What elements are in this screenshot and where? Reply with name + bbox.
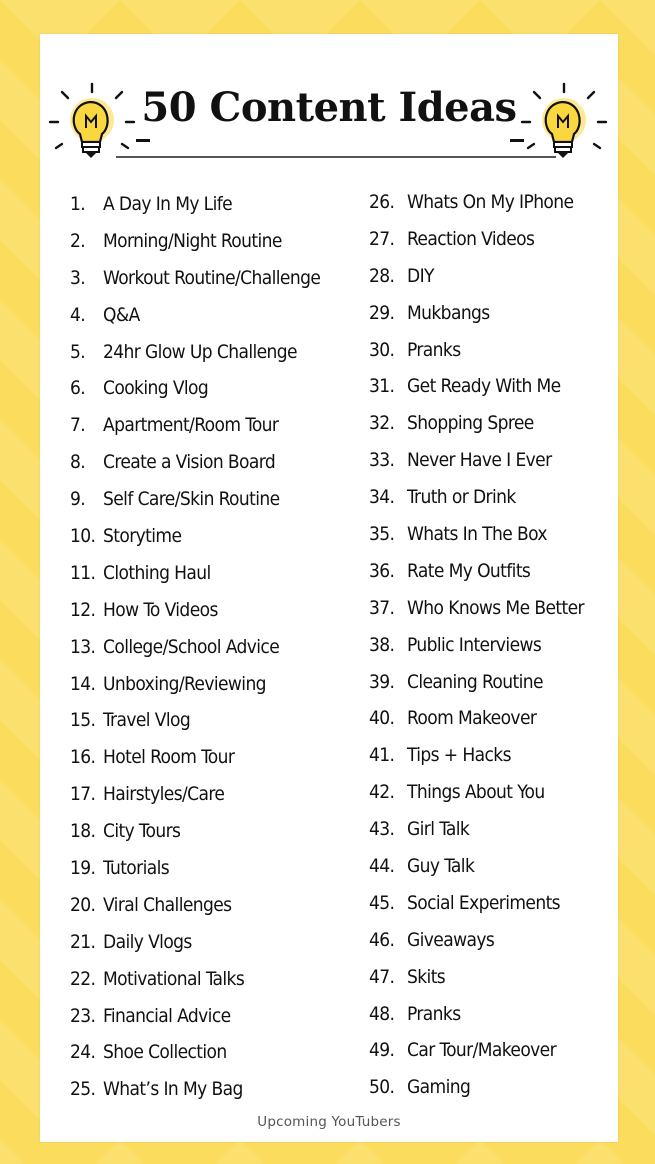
item-number: 6. <box>70 377 86 400</box>
item-number: 5. <box>70 340 86 363</box>
item-text: Social Experiments <box>407 891 560 914</box>
content-card <box>40 34 618 1142</box>
list-item <box>70 1071 320 1108</box>
list-item <box>70 555 320 592</box>
item-number: 14. <box>70 672 96 695</box>
item-number: 43. <box>369 818 395 841</box>
item-number: 26. <box>369 191 395 213</box>
title-dash-left <box>136 139 150 142</box>
list-item <box>70 444 320 481</box>
item-number: 40. <box>369 707 395 730</box>
list-item <box>70 592 320 629</box>
list-item <box>70 334 320 371</box>
list-item <box>70 370 320 407</box>
list-item <box>369 774 584 811</box>
item-number: 49. <box>369 1039 395 1062</box>
item-text: Reaction Videos <box>407 227 535 250</box>
item-text: Things About You <box>407 781 545 804</box>
list-item <box>369 258 584 295</box>
item-text: Clothing Haul <box>103 561 211 584</box>
item-text: Rate My Outfits <box>407 559 531 582</box>
list-item <box>70 924 320 961</box>
item-text: Apartment/Room Tour <box>103 414 279 437</box>
item-text: Morning/Night Routine <box>103 229 282 252</box>
item-number: 2. <box>70 229 86 252</box>
item-number: 8. <box>70 451 86 474</box>
list-item <box>369 664 584 701</box>
ideas-list-left <box>70 186 320 1108</box>
list-item <box>369 959 584 996</box>
item-text: Financial Advice <box>103 1004 231 1027</box>
item-text: Shopping Spree <box>407 412 534 435</box>
list-item <box>70 998 320 1035</box>
item-number: 18. <box>70 820 96 843</box>
item-number: 50. <box>369 1076 395 1099</box>
item-number: 35. <box>369 523 395 546</box>
list-item <box>369 1069 584 1106</box>
item-number: 27. <box>369 227 395 250</box>
list-item <box>70 223 320 260</box>
item-number: 32. <box>369 412 395 435</box>
item-number: 4. <box>70 303 86 326</box>
item-number: 11. <box>70 561 96 584</box>
list-item <box>369 996 584 1033</box>
item-text: Get Ready With Me <box>407 375 561 398</box>
item-number: 9. <box>70 488 86 511</box>
item-text: Whats In The Box <box>407 523 547 546</box>
list-item <box>369 479 584 516</box>
list-item <box>369 295 584 332</box>
item-number: 19. <box>70 857 96 880</box>
list-item <box>70 776 320 813</box>
item-text: Cleaning Routine <box>407 670 543 693</box>
list-item <box>369 1032 584 1069</box>
item-text: Tutorials <box>103 857 170 880</box>
item-text: Hotel Room Tour <box>103 746 235 769</box>
item-text: Workout Routine/Challenge <box>103 266 321 289</box>
item-number: 31. <box>369 375 395 398</box>
item-text: Viral Challenges <box>103 893 232 916</box>
list-item <box>70 739 320 776</box>
item-number: 10. <box>70 525 96 548</box>
list-item <box>369 848 584 885</box>
list-item <box>369 516 584 553</box>
item-text: Who Knows Me Better <box>407 596 584 619</box>
item-number: 24. <box>70 1041 96 1064</box>
item-text: Never Have I Ever <box>407 449 552 472</box>
list-item <box>70 518 320 555</box>
item-text: Cooking Vlog <box>103 377 209 400</box>
list-item <box>70 887 320 924</box>
item-number: 20. <box>70 893 96 916</box>
item-number: 34. <box>369 486 395 509</box>
item-number: 39. <box>369 670 395 693</box>
item-text: Giveaways <box>407 928 495 951</box>
list-item <box>70 1034 320 1071</box>
item-text: Pranks <box>407 338 461 361</box>
item-number: 3. <box>70 266 86 289</box>
list-item <box>70 481 320 518</box>
item-number: 45. <box>369 891 395 914</box>
item-text: Travel Vlog <box>103 709 191 732</box>
item-text: Car Tour/Makeover <box>407 1039 557 1062</box>
item-number: 41. <box>369 744 395 767</box>
list-item <box>70 260 320 297</box>
item-number: 30. <box>369 338 395 361</box>
item-text: Girl Talk <box>407 818 470 841</box>
item-text: Whats On My IPhone <box>407 191 574 213</box>
list-item <box>70 186 320 223</box>
list-item <box>70 666 320 703</box>
item-number: 17. <box>70 783 96 806</box>
item-text: 24hr Glow Up Challenge <box>103 340 297 363</box>
list-item <box>70 629 320 666</box>
item-text: City Tours <box>103 820 181 843</box>
item-number: 13. <box>70 635 96 658</box>
item-text: Daily Vlogs <box>103 930 192 953</box>
item-number: 22. <box>70 967 96 990</box>
item-number: 44. <box>369 855 395 878</box>
item-text: Truth or Drink <box>407 486 516 509</box>
item-text: Mukbangs <box>407 301 490 324</box>
title-divider <box>116 156 556 158</box>
item-text: Tips + Hacks <box>407 744 511 767</box>
page-title: 50 Content Ideas <box>141 84 517 131</box>
list-item <box>369 922 584 959</box>
list-item <box>369 221 584 258</box>
item-text: What’s In My Bag <box>103 1078 243 1101</box>
item-text: Motivational Talks <box>103 967 245 990</box>
item-text: College/School Advice <box>103 635 280 658</box>
item-text: A Day In My Life <box>103 193 233 215</box>
list-item <box>369 885 584 922</box>
list-item <box>70 702 320 739</box>
item-number: 25. <box>70 1078 96 1101</box>
item-text: Hairstyles/Care <box>103 783 225 806</box>
ideas-list-right <box>369 184 584 1106</box>
header <box>40 76 618 148</box>
item-number: 47. <box>369 965 395 988</box>
list-item <box>369 590 584 627</box>
item-text: Self Care/Skin Routine <box>103 488 280 511</box>
item-text: Pranks <box>407 1002 461 1025</box>
list-item <box>369 332 584 369</box>
list-item <box>369 368 584 405</box>
item-number: 48. <box>369 1002 395 1025</box>
list-item <box>369 553 584 590</box>
item-text: How To Videos <box>103 598 218 621</box>
list-item <box>70 297 320 334</box>
item-number: 12. <box>70 598 96 621</box>
list-item <box>70 850 320 887</box>
list-item <box>369 737 584 774</box>
item-number: 37. <box>369 596 395 619</box>
item-text: Create a Vision Board <box>103 451 276 474</box>
item-number: 33. <box>369 449 395 472</box>
item-number: 38. <box>369 633 395 656</box>
list-item <box>369 184 584 221</box>
item-text: Storytime <box>103 525 182 548</box>
list-item <box>369 405 584 442</box>
item-text: Skits <box>407 965 446 988</box>
item-number: 36. <box>369 559 395 582</box>
item-text: Q&A <box>103 303 140 326</box>
list-item <box>70 407 320 444</box>
item-number: 7. <box>70 414 86 437</box>
footer-credit: Upcoming YouTubers <box>257 1114 401 1130</box>
item-number: 23. <box>70 1004 96 1027</box>
item-number: 28. <box>369 264 395 287</box>
item-text: Gaming <box>407 1076 471 1099</box>
item-text: DIY <box>407 264 434 287</box>
item-number: 1. <box>70 193 86 215</box>
list-item <box>70 813 320 850</box>
item-text: Guy Talk <box>407 855 475 878</box>
list-item <box>369 700 584 737</box>
item-number: 46. <box>369 928 395 951</box>
item-text: Room Makeover <box>407 707 537 730</box>
item-number: 42. <box>369 781 395 804</box>
item-text: Shoe Collection <box>103 1041 227 1064</box>
item-number: 21. <box>70 930 96 953</box>
list-item <box>70 961 320 998</box>
item-number: 29. <box>369 301 395 324</box>
list-item <box>369 627 584 664</box>
item-number: 15. <box>70 709 96 732</box>
list-item <box>369 442 584 479</box>
item-text: Public Interviews <box>407 633 542 656</box>
item-number: 16. <box>70 746 96 769</box>
list-item <box>369 811 584 848</box>
item-text: Unboxing/Reviewing <box>103 672 266 695</box>
lightbulb-icon <box>514 82 610 178</box>
